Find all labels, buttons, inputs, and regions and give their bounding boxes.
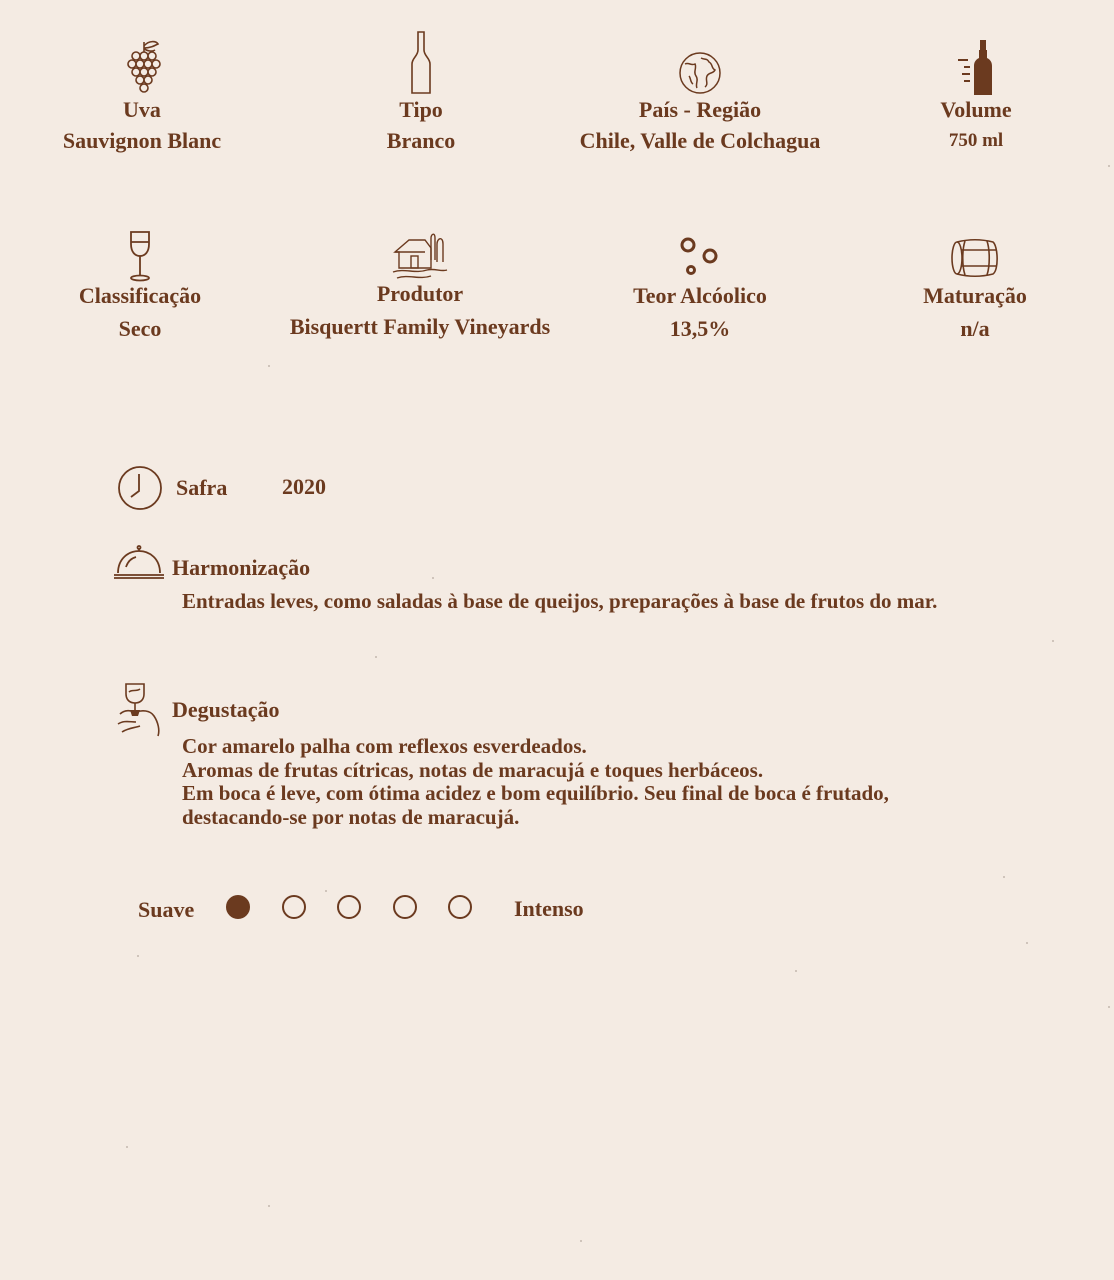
attribute-label: Teor Alcóolico (633, 283, 767, 308)
attribute-value: Branco (386, 128, 456, 153)
attribute-maturacao (825, 238, 1114, 343)
attribute-value: n/a (960, 316, 990, 341)
degustacao-line: destacando-se por notas de maracujá. (182, 804, 520, 829)
intensity-dot-empty (337, 895, 361, 919)
attribute-label: Maturação (923, 283, 1027, 308)
attribute-label: Uva (123, 97, 161, 122)
attribute-value: 13,5% (669, 316, 731, 341)
attribute-value: Chile, Valle de Colchagua (579, 128, 821, 153)
tasting-icon (116, 680, 162, 740)
attribute-label: País - Região (638, 97, 762, 122)
harmonizacao-text: Entradas leves, como saladas à base de queijos, preparações à base de frutos do mar. (182, 589, 938, 613)
degustacao-line: Aromas de frutas cítricas, notas de maracujá e toques herbáceos. (182, 757, 764, 782)
harmonizacao-label: Harmonização (172, 555, 311, 580)
attribute-value: 750 ml (948, 130, 1004, 151)
bottle-icon (409, 30, 433, 96)
wine-glass-icon (127, 230, 153, 282)
attribute-produtor (270, 230, 570, 341)
grape-icon (122, 38, 162, 96)
bubbles-icon (678, 236, 722, 278)
intensity-dot-empty (282, 895, 306, 919)
attribute-teor-alcoolico (550, 236, 850, 343)
attribute-label: Classificação (78, 283, 202, 308)
attribute-value: Seco (118, 316, 162, 341)
globe-icon (677, 50, 723, 96)
attribute-tipo (271, 30, 571, 155)
intensity-dot-filled (226, 895, 250, 919)
degustacao-line: Cor amarelo palha com reflexos esverdeados. (182, 734, 587, 758)
degustacao-text (182, 735, 889, 829)
barrel-icon (949, 238, 1001, 278)
attribute-label: Volume (940, 97, 1012, 122)
intensity-dot-empty (448, 895, 472, 919)
attribute-pais-regiao (550, 50, 850, 155)
safra-value: 2020 (282, 474, 326, 499)
intensity-right-label: Intenso (514, 896, 584, 921)
attribute-label: Produtor (376, 281, 464, 306)
intensity-left-label: Suave (138, 897, 195, 922)
degustacao-line: Em boca é leve, com ótima acidez e bom equilíbrio. Seu final de boca é frutado, (182, 781, 889, 805)
cloche-icon (112, 545, 166, 581)
clock-icon (117, 465, 163, 511)
attribute-value: Bisquertt Family Vineyards (289, 314, 551, 339)
attribute-uva (0, 38, 292, 155)
attribute-volume (826, 38, 1114, 155)
volume-bottle-icon (956, 38, 996, 96)
attribute-classificacao (0, 230, 290, 343)
winery-icon (391, 230, 449, 282)
safra-label: Safra (176, 475, 228, 500)
attribute-value: Sauvignon Blanc (62, 128, 222, 153)
attribute-label: Tipo (399, 97, 443, 122)
degustacao-label: Degustação (172, 697, 280, 722)
intensity-dot-empty (393, 895, 417, 919)
